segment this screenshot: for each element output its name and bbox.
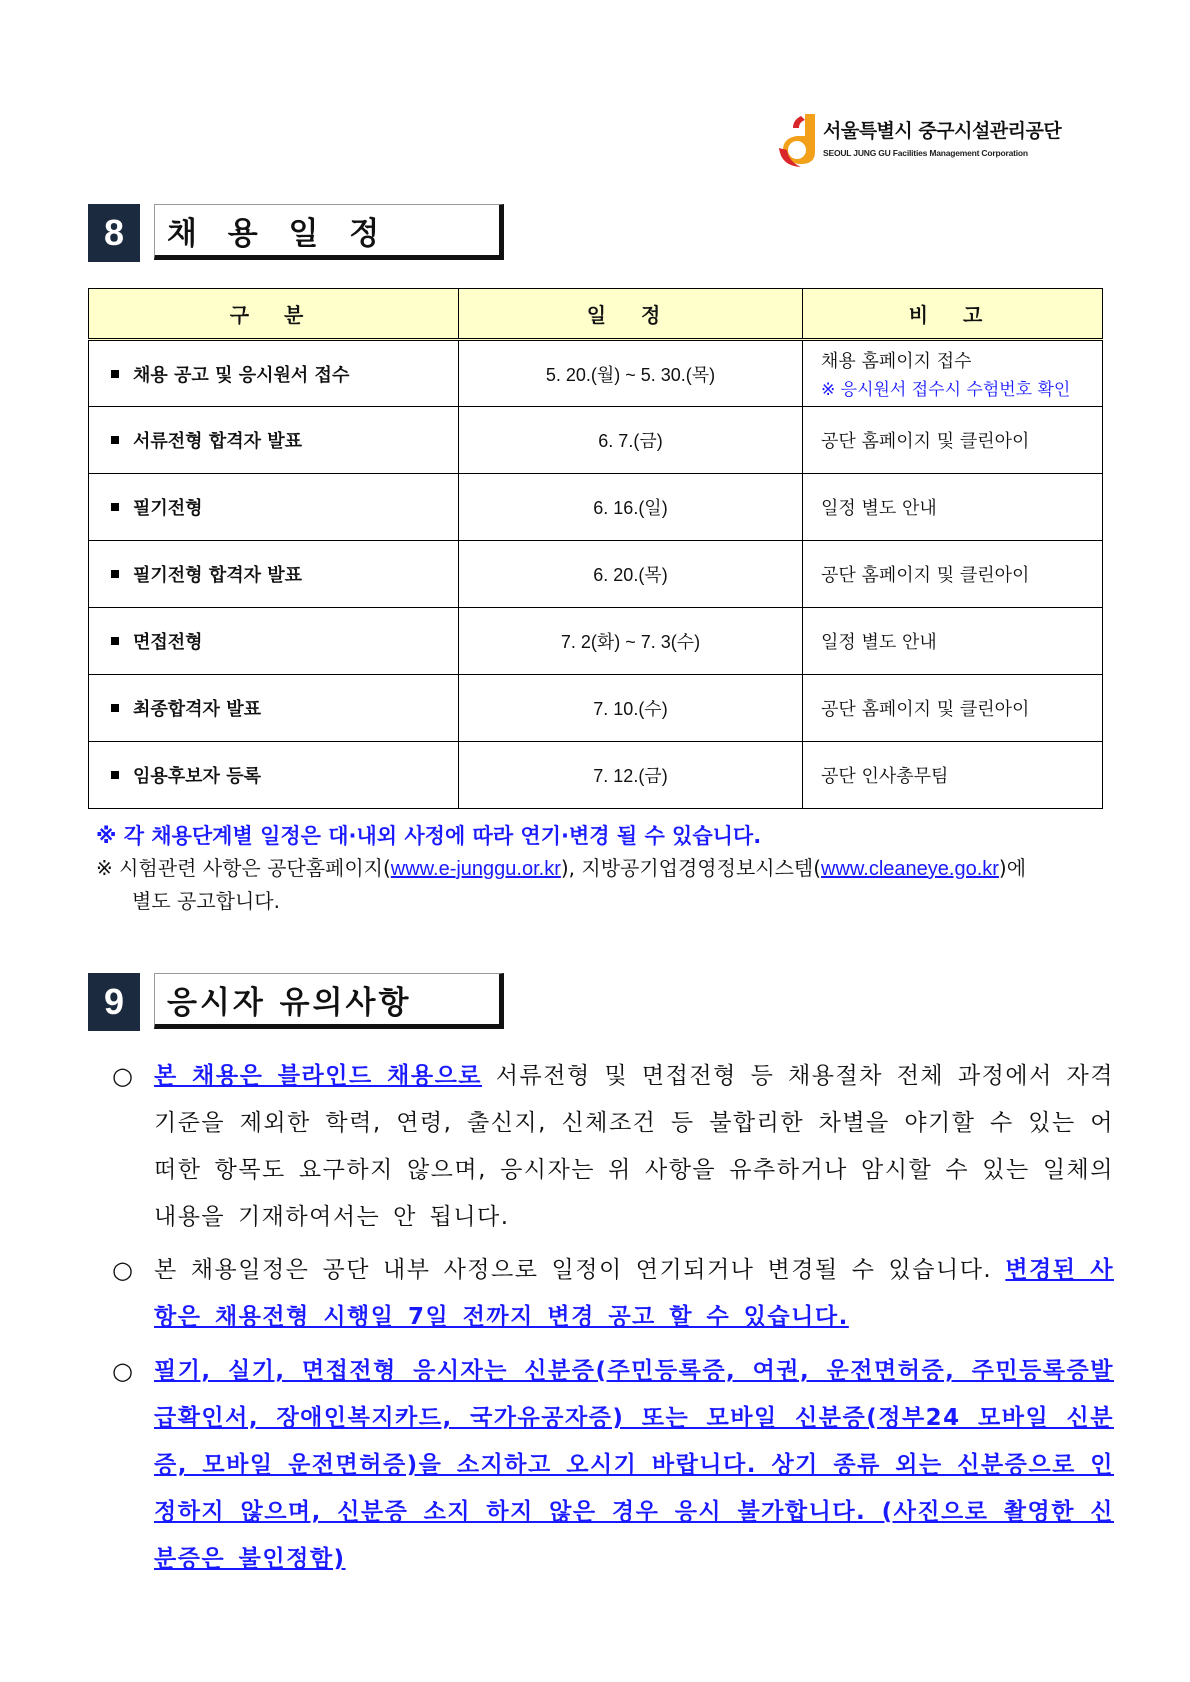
remark-note: ※ 응시원서 접수시 수험번호 확인 <box>821 380 1071 400</box>
remark-cell: 공단 인사총무팀 <box>803 742 1103 809</box>
circle-bullet-icon: ○ <box>112 1357 133 1385</box>
step-cell <box>89 742 459 809</box>
step-label: 채용 공고 및 응시원서 접수 <box>133 364 350 386</box>
step-label: 서류전형 합격자 발표 <box>133 431 303 452</box>
announcement-note-suffix: )에 <box>998 856 1027 880</box>
step-cell <box>89 541 459 608</box>
announcement-note-mid: ), 지방공기업경영정보시스템( <box>560 856 822 880</box>
cleaneye-link[interactable]: www.cleaneye.go.kr <box>821 858 999 880</box>
table-row <box>89 407 1103 474</box>
header-schedule: 일 정 <box>459 289 803 340</box>
paragraph-body <box>154 1348 1114 1583</box>
notice-paragraph-schedule <box>112 1247 1114 1341</box>
step-cell <box>89 407 459 474</box>
table-header-row <box>89 289 1103 340</box>
schedule-change-text: 본 채용일정은 공단 내부 사정으로 일정이 연기되거나 변경될 수 있습니다. <box>154 1257 1006 1283</box>
schedule-change-highlight: 변경된 사항은 채용전형 시행일 7일 전까지 변경 공고 할 수 있습니다. <box>154 1257 1114 1330</box>
paragraph-body <box>154 1247 1114 1341</box>
notice-paragraph-blind <box>112 1053 1114 1241</box>
square-bullet-icon <box>111 704 119 712</box>
date-cell: 5. 20.(월) ~ 5. 30.(목) <box>459 340 803 407</box>
announcement-note <box>96 852 1116 885</box>
step-label: 면접전형 <box>133 632 203 653</box>
step-cell <box>89 608 459 675</box>
square-bullet-icon <box>111 370 119 378</box>
square-bullet-icon <box>111 771 119 779</box>
circle-bullet-icon: ○ <box>112 1062 133 1090</box>
announcement-note-prefix: ※ 시험관련 사항은 공단홈페이지( <box>96 856 391 880</box>
date-cell: 6. 20.(목) <box>459 541 803 608</box>
date-cell: 7. 12.(금) <box>459 742 803 809</box>
remark-text: 채용 홈페이지 접수 <box>821 351 972 372</box>
circle-bullet-icon: ○ <box>112 1256 133 1284</box>
remark-cell: 일정 별도 안내 <box>803 474 1103 541</box>
remark-cell: 공단 홈페이지 및 클린아이 <box>803 541 1103 608</box>
remark-cell: 일정 별도 안내 <box>803 608 1103 675</box>
square-bullet-icon <box>111 637 119 645</box>
remark-cell: 공단 홈페이지 및 클린아이 <box>803 675 1103 742</box>
schedule-change-note: ※ 각 채용단계별 일정은 대·내외 사정에 따라 연기·변경 될 수 있습니다. <box>96 824 762 848</box>
date-cell: 6. 7.(금) <box>459 407 803 474</box>
organization-english-name: SEOUL JUNG GU Facilities Management Corporation <box>823 148 1028 158</box>
square-bullet-icon <box>111 503 119 511</box>
step-label: 필기전형 <box>133 498 203 519</box>
date-cell: 7. 10.(수) <box>459 675 803 742</box>
section-9-header <box>88 973 508 1033</box>
header-remarks: 비 고 <box>803 289 1103 340</box>
table-row <box>89 541 1103 608</box>
table-row <box>89 474 1103 541</box>
announcement-note-line2: 별도 공고합니다. <box>132 889 280 913</box>
step-cell <box>89 340 459 407</box>
junggu-homepage-link[interactable]: www.e-junggu.or.kr <box>390 858 561 880</box>
schedule-table <box>88 288 1103 809</box>
step-label: 임용후보자 등록 <box>133 766 261 787</box>
paragraph-body <box>154 1053 1114 1241</box>
blind-hiring-highlight: 본 채용은 블라인드 채용으로 <box>154 1063 483 1089</box>
table-row <box>89 608 1103 675</box>
section-9-number: 9 <box>88 973 140 1031</box>
organization-logo <box>775 112 1115 168</box>
section-9-title: 응시자 유의사항 <box>154 973 504 1029</box>
schedule-notes <box>96 820 1116 917</box>
step-cell <box>89 474 459 541</box>
logo-mark-icon <box>775 112 821 168</box>
square-bullet-icon <box>111 570 119 578</box>
organization-name: 서울특별시 중구시설관리공단 <box>823 120 1062 142</box>
notice-paragraph-id <box>112 1348 1114 1583</box>
date-cell: 7. 2(화) ~ 7. 3(수) <box>459 608 803 675</box>
step-label: 필기전형 합격자 발표 <box>133 565 303 586</box>
remark-cell: 공단 홈페이지 및 클린아이 <box>803 407 1103 474</box>
step-label: 최종합격자 발표 <box>133 699 261 720</box>
header-category: 구 분 <box>89 289 459 340</box>
section-8-header <box>88 204 508 264</box>
section-8-title: 채 용 일 정 <box>154 204 504 260</box>
section-8-number: 8 <box>88 204 140 262</box>
id-requirement-highlight: 필기, 실기, 면접전형 응시자는 신분증(주민등록증, 여권, 운전면허증, 주민등록증발급확인서, 장애인복지카드, 국가유공자증) 또는 모바일 신분증(정부24 모바일 신분증, 모바일 운전면허증)을 소지하고 오시기 바랍니다. 상기 종류 외는 신분증으로 인정하지 않으며, 신분증 소지 하지 않은 경우 응시 불가합니다. (사진으로 촬영한 신분증은 불인정함) <box>154 1358 1114 1572</box>
date-cell: 6. 16.(일) <box>459 474 803 541</box>
remark-cell <box>803 340 1103 407</box>
table-row <box>89 742 1103 809</box>
step-cell <box>89 675 459 742</box>
table-row <box>89 340 1103 407</box>
square-bullet-icon <box>111 436 119 444</box>
blind-hiring-text: 서류전형 및 면접전형 등 채용절차 전체 과정에서 자격기준을 제외한 학력, 연령, 출신지, 신체조건 등 불합리한 차별을 야기할 수 있는 어떠한 항목도 요구하지 않으며, 응시자는 위 사항을 유추하거나 암시할 수 있는 일체의 내용을 기재하여서는 안 됩니다. <box>154 1063 1114 1230</box>
table-row <box>89 675 1103 742</box>
